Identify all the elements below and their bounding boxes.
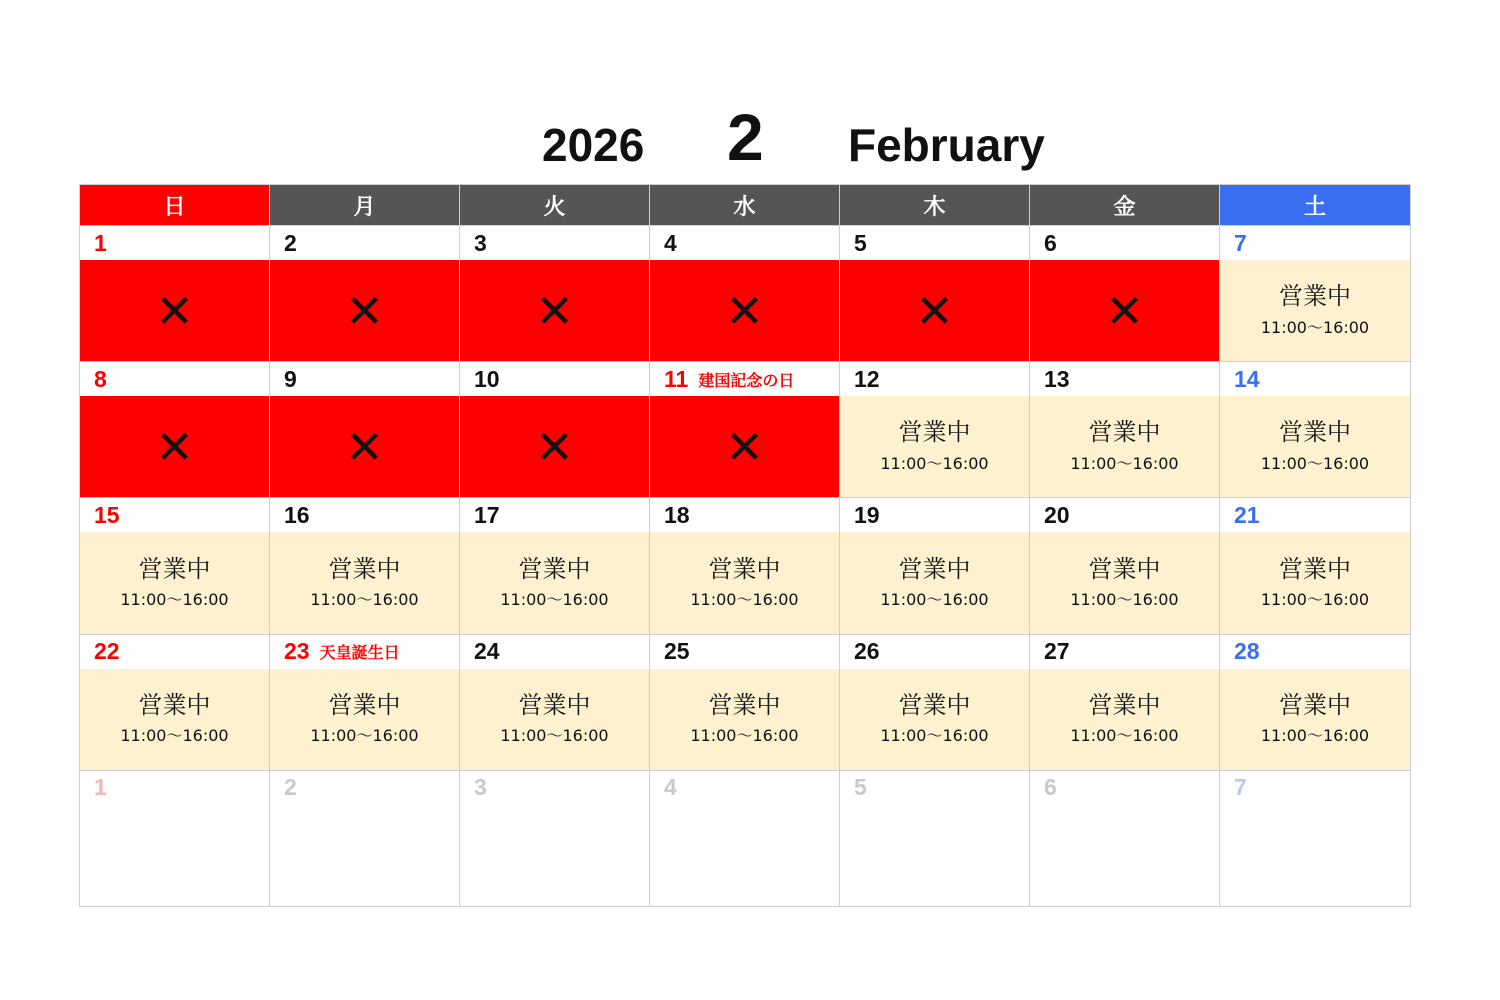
day-cell — [1030, 225, 1220, 361]
day-header — [1030, 635, 1219, 669]
business-hours-label: 11:00〜16:00 — [1260, 590, 1370, 610]
open-status-label: 営業中 — [138, 690, 211, 719]
day-cell — [1220, 497, 1410, 633]
day-cell — [460, 634, 650, 770]
open-status-label: 営業中 — [328, 554, 401, 583]
business-hours-label: 11:00〜16:00 — [880, 454, 989, 474]
day-number: 23 — [284, 638, 310, 665]
business-hours-label: 11:00〜16:00 — [1070, 726, 1179, 746]
open-status-label: 営業中 — [518, 554, 591, 583]
day-cell — [460, 497, 650, 633]
open-day-block — [1030, 532, 1219, 633]
business-hours-label: 11:00〜16:00 — [1260, 726, 1370, 746]
business-hours-label: 11:00〜16:00 — [310, 590, 419, 610]
weekday-header-tue: 火 — [460, 185, 650, 225]
open-status-label: 営業中 — [1088, 690, 1161, 719]
day-header — [840, 498, 1029, 532]
day-header — [460, 226, 649, 260]
business-hours-label: 11:00〜16:00 — [690, 726, 799, 746]
day-number: 3 — [474, 229, 487, 256]
day-cell — [840, 634, 1030, 770]
closed-x-icon: ✕ — [345, 419, 384, 474]
day-header — [270, 362, 459, 396]
day-cell — [80, 361, 270, 497]
calendar-grid — [79, 184, 1411, 907]
weekday-header-wed: 水 — [650, 185, 840, 225]
open-status-label: 営業中 — [1279, 554, 1351, 583]
closed-x-icon: ✕ — [915, 283, 954, 338]
open-day-block — [840, 532, 1029, 633]
closed-day-block — [650, 396, 839, 497]
day-number: 4 — [664, 229, 677, 256]
weekday-header-mon: 月 — [270, 185, 460, 225]
weekday-header-thu: 木 — [840, 185, 1030, 225]
closed-x-icon: ✕ — [345, 283, 384, 338]
day-cell — [80, 770, 270, 906]
day-cell — [650, 770, 840, 906]
open-status-label: 営業中 — [1088, 418, 1161, 447]
closed-day-block — [840, 260, 1029, 361]
day-number: 5 — [854, 229, 867, 256]
day-header — [80, 362, 269, 396]
day-number: 2 — [284, 229, 297, 256]
day-number: 19 — [854, 501, 880, 528]
day-header — [80, 498, 269, 532]
open-day-block — [1030, 396, 1219, 497]
day-cell — [650, 225, 840, 361]
day-cell — [80, 225, 270, 361]
day-cell — [270, 225, 460, 361]
day-header — [1220, 498, 1410, 532]
day-number: 6 — [1044, 229, 1057, 256]
day-cell — [460, 770, 650, 906]
day-header — [1220, 226, 1410, 260]
business-hours-label: 11:00〜16:00 — [1070, 454, 1179, 474]
weekday-header-fri: 金 — [1030, 185, 1220, 225]
open-status-label: 営業中 — [1088, 554, 1161, 583]
day-number: 24 — [474, 638, 500, 665]
closed-day-block — [460, 260, 649, 361]
day-header — [1220, 635, 1410, 669]
day-header — [1030, 771, 1219, 805]
day-header — [1220, 362, 1410, 396]
closed-day-block — [80, 260, 269, 361]
open-status-label: 営業中 — [898, 554, 971, 583]
business-hours-label: 11:00〜16:00 — [880, 726, 989, 746]
open-day-block — [80, 532, 269, 633]
day-header — [80, 226, 269, 260]
open-status-label: 営業中 — [138, 554, 211, 583]
weekday-header-sat: 土 — [1220, 185, 1410, 225]
closed-day-block — [460, 396, 649, 497]
day-number: 17 — [474, 501, 500, 528]
day-header — [80, 771, 269, 805]
day-cell — [1220, 634, 1410, 770]
open-day-block — [1220, 532, 1410, 633]
weekday-header-sun: 日 — [80, 185, 270, 225]
day-header — [460, 771, 649, 805]
closed-day-block — [80, 396, 269, 497]
day-cell — [840, 770, 1030, 906]
open-status-label: 営業中 — [1279, 690, 1351, 719]
day-header — [80, 635, 269, 669]
business-hours-label: 11:00〜16:00 — [880, 590, 989, 610]
open-status-label: 営業中 — [328, 690, 401, 719]
day-cell — [840, 225, 1030, 361]
day-header — [650, 771, 839, 805]
day-number: 28 — [1234, 638, 1260, 665]
day-cell — [1220, 361, 1410, 497]
day-number: 27 — [1044, 638, 1070, 665]
day-number: 14 — [1234, 365, 1260, 392]
day-cell — [270, 361, 460, 497]
day-number: 8 — [94, 365, 107, 392]
closed-day-block — [650, 260, 839, 361]
day-cell — [840, 497, 1030, 633]
open-day-block — [650, 669, 839, 770]
open-day-block — [1220, 669, 1410, 770]
open-day-block — [1220, 396, 1410, 497]
day-cell — [1030, 634, 1220, 770]
day-header — [840, 771, 1029, 805]
day-header — [1030, 498, 1219, 532]
day-cell — [270, 770, 460, 906]
day-header — [270, 635, 459, 669]
day-number: 6 — [1044, 774, 1057, 801]
day-cell — [270, 497, 460, 633]
day-number: 3 — [474, 774, 487, 801]
open-status-label: 営業中 — [898, 690, 971, 719]
open-day-block — [460, 669, 649, 770]
day-header — [840, 362, 1029, 396]
open-day-block — [840, 669, 1029, 770]
day-header — [650, 226, 839, 260]
day-header — [270, 771, 459, 805]
day-cell — [1220, 770, 1410, 906]
day-number: 10 — [474, 365, 500, 392]
day-cell — [650, 497, 840, 633]
open-status-label: 営業中 — [898, 418, 971, 447]
open-day-block — [270, 669, 459, 770]
day-number: 1 — [94, 774, 107, 801]
day-cell — [650, 361, 840, 497]
day-header — [840, 635, 1029, 669]
day-number: 16 — [284, 501, 310, 528]
closed-x-icon: ✕ — [535, 419, 574, 474]
day-number: 22 — [94, 638, 120, 665]
holiday-label: 天皇誕生日 — [319, 643, 400, 663]
business-hours-label: 11:00〜16:00 — [1260, 317, 1370, 337]
holiday-label: 建国記念の日 — [698, 370, 795, 390]
business-hours-label: 11:00〜16:00 — [690, 590, 799, 610]
day-header — [650, 498, 839, 532]
open-day-block — [1220, 260, 1410, 361]
calendar-title — [0, 98, 1500, 178]
open-day-block — [650, 532, 839, 633]
day-number: 7 — [1234, 774, 1247, 801]
open-day-block — [1030, 669, 1219, 770]
open-status-label: 営業中 — [708, 690, 781, 719]
open-status-label: 営業中 — [1279, 418, 1351, 447]
day-header — [460, 498, 649, 532]
day-number: 15 — [94, 501, 120, 528]
day-number: 5 — [854, 774, 867, 801]
closed-day-block — [270, 396, 459, 497]
closed-x-icon: ✕ — [535, 283, 574, 338]
day-number: 4 — [664, 774, 677, 801]
day-header — [460, 362, 649, 396]
day-number: 20 — [1044, 501, 1070, 528]
day-cell — [270, 634, 460, 770]
day-cell — [460, 225, 650, 361]
day-cell — [1030, 361, 1220, 497]
day-header — [650, 635, 839, 669]
day-number: 1 — [94, 229, 107, 256]
closed-x-icon: ✕ — [1105, 283, 1144, 338]
open-day-block — [80, 669, 269, 770]
business-hours-label: 11:00〜16:00 — [1070, 590, 1179, 610]
day-header — [840, 226, 1029, 260]
open-status-label: 営業中 — [1279, 282, 1351, 311]
day-header — [1220, 771, 1410, 805]
day-number: 26 — [854, 638, 880, 665]
day-header — [1030, 362, 1219, 396]
business-hours-label: 11:00〜16:00 — [310, 726, 419, 746]
closed-day-block — [1030, 260, 1219, 361]
day-header — [1030, 226, 1219, 260]
day-cell — [80, 634, 270, 770]
open-status-label: 営業中 — [708, 554, 781, 583]
day-cell — [840, 361, 1030, 497]
day-cell — [1030, 497, 1220, 633]
closed-day-block — [270, 260, 459, 361]
business-hours-label: 11:00〜16:00 — [1260, 454, 1370, 474]
business-hours-label: 11:00〜16:00 — [120, 726, 229, 746]
year-label: 2026 — [542, 119, 645, 171]
day-number: 25 — [664, 638, 690, 665]
month-name-label: February — [848, 119, 1045, 171]
day-number: 11 — [664, 365, 689, 392]
day-number: 12 — [854, 365, 880, 392]
business-hours-label: 11:00〜16:00 — [500, 590, 609, 610]
day-header — [650, 362, 839, 396]
business-hours-label: 11:00〜16:00 — [500, 726, 609, 746]
business-hours-label: 11:00〜16:00 — [120, 590, 229, 610]
day-cell — [650, 634, 840, 770]
open-day-block — [460, 532, 649, 633]
day-cell — [460, 361, 650, 497]
day-cell — [80, 497, 270, 633]
day-number: 21 — [1234, 501, 1260, 528]
day-cell — [1220, 225, 1410, 361]
day-header — [460, 635, 649, 669]
day-header — [270, 226, 459, 260]
day-number: 18 — [664, 501, 690, 528]
day-number: 13 — [1044, 365, 1070, 392]
day-header — [270, 498, 459, 532]
open-day-block — [270, 532, 459, 633]
closed-x-icon: ✕ — [155, 419, 194, 474]
open-day-block — [840, 396, 1029, 497]
closed-x-icon: ✕ — [155, 283, 194, 338]
day-number: 2 — [284, 774, 297, 801]
day-number: 7 — [1234, 229, 1247, 256]
day-cell — [1030, 770, 1220, 906]
open-status-label: 営業中 — [518, 690, 591, 719]
day-number: 9 — [284, 365, 297, 392]
closed-x-icon: ✕ — [725, 419, 764, 474]
closed-x-icon: ✕ — [725, 283, 764, 338]
month-number-label: 2 — [727, 100, 764, 174]
